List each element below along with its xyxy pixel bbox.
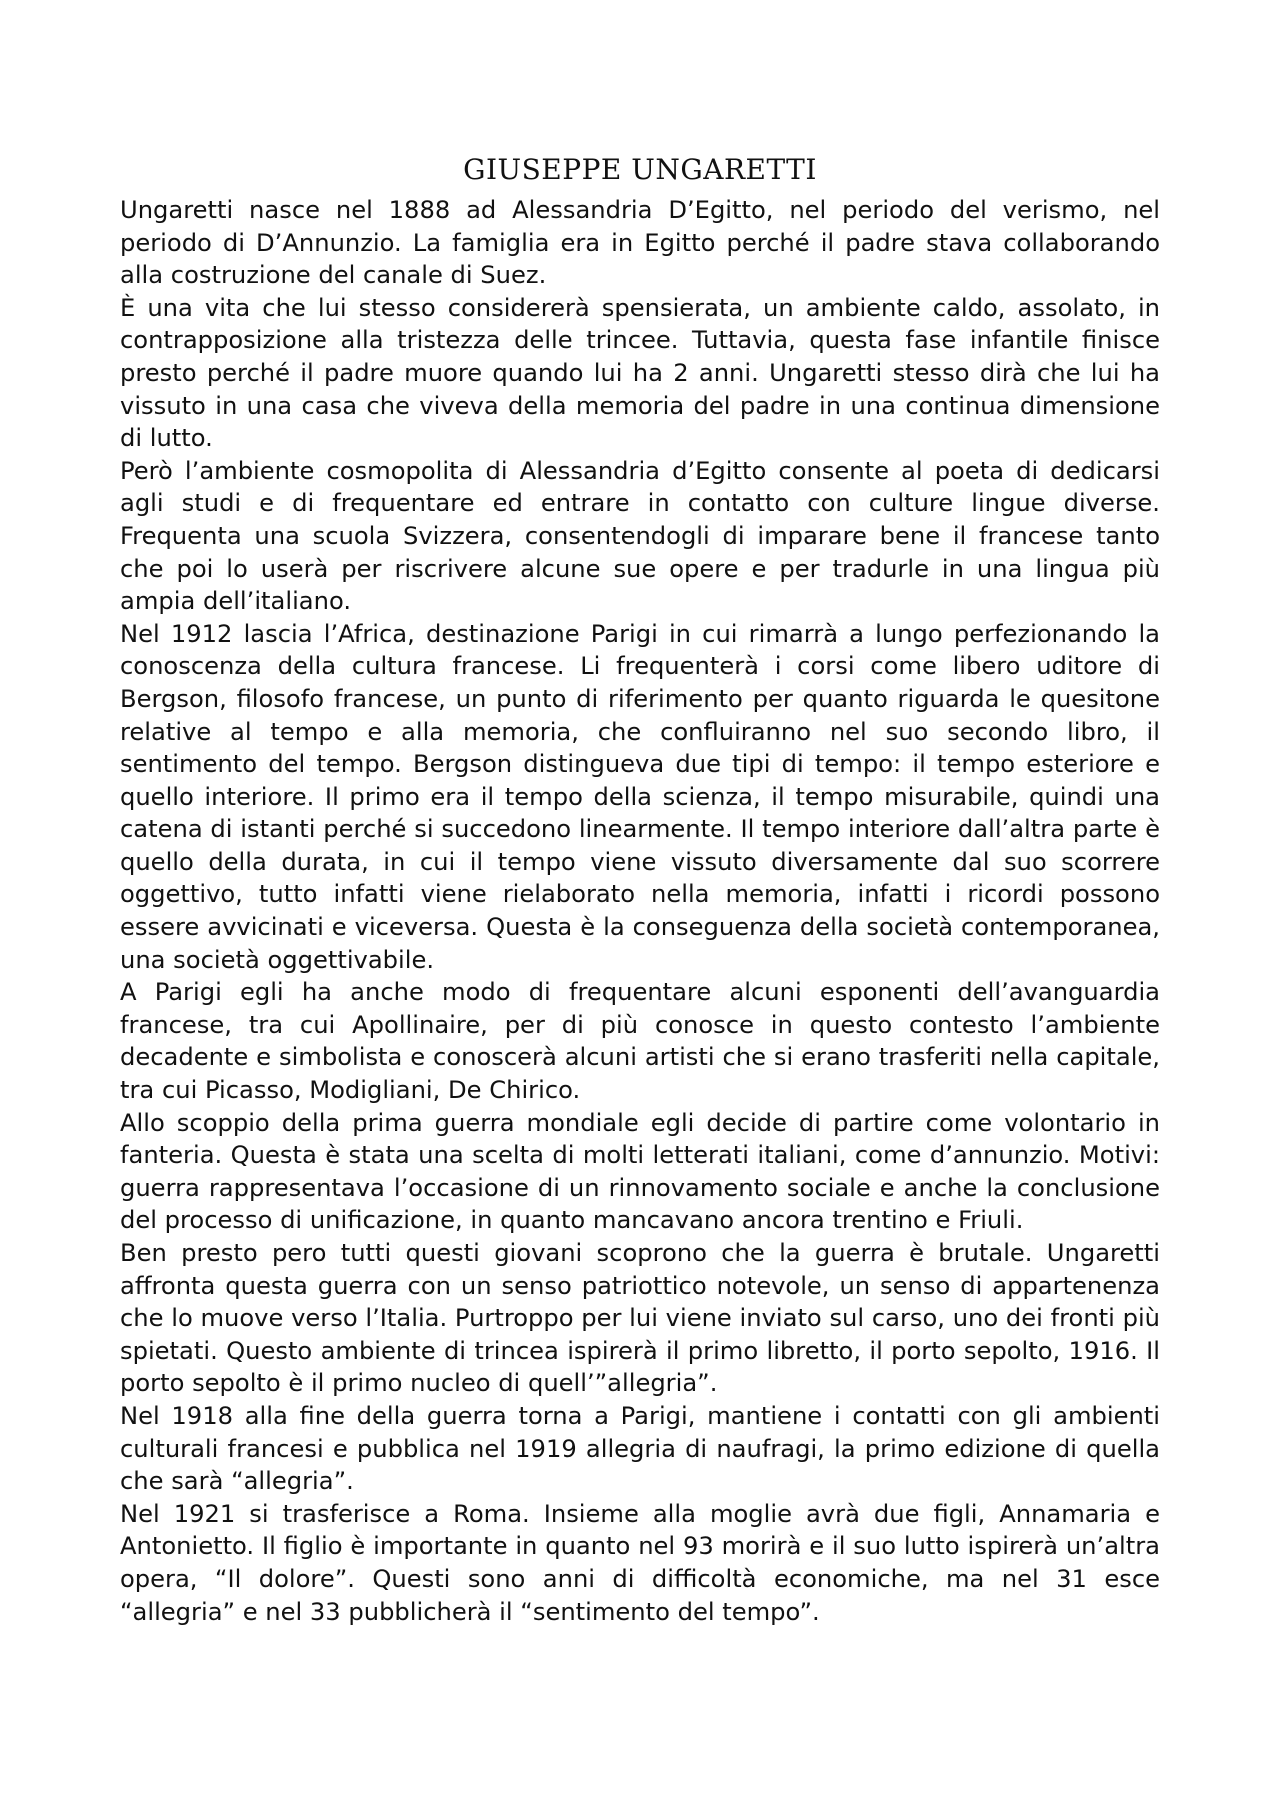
paragraph-4: Nel 1912 lascia l’Africa, destinazione Parigi in cui rimarrà a lungo perfezionando la conoscenza della cultura francese. Li frequenterà i corsi come libero uditore di Bergson, filosofo francese, un punto di riferimento per quanto riguarda le quesitone relative al tempo e alla memoria, che confluiranno nel suo secondo libro, il sentimento del tempo. Bergson distingueva due tipi di tempo: il tempo esteriore e quello interiore. Il primo era il tempo della scienza, il tempo misurabile, quindi una catena di istanti perché si succedono linearmente. Il tempo interiore dall’altra parte è quello della durata, in cui il tempo viene vissuto diversamente dal suo scorrere oggettivo, tutto infatti viene rielaborato nella memoria, infatti i ricordi possono essere avvicinati e viceversa. Questa è la conseguenza della società contemporanea, una società oggettivabile. bbox=[120, 619, 1160, 974]
document-body bbox=[120, 150, 1160, 1628]
paragraph-7: Ben presto pero tutti questi giovani scoprono che la guerra è brutale. Ungaretti affronta questa guerra con un senso patriottico notevole, un senso di appartenenza che lo muove verso l’Italia. Purtroppo per lui viene inviato sul carso, uno dei fronti più spietati. Questo ambiente di trincea ispirerà il primo libretto, il porto sepolto, 1916. Il porto sepolto è il primo nucleo di quell’”allegria”. bbox=[120, 1239, 1160, 1398]
paragraph-8: Nel 1918 alla fine della guerra torna a Parigi, mantiene i contatti con gli ambienti culturali francesi e pubblica nel 1919 allegria di naufragi, la primo edizione di quella che sarà “allegria”. bbox=[120, 1401, 1160, 1496]
paragraph-3: Però l’ambiente cosmopolita di Alessandria d’Egitto consente al poeta di dedicarsi agli studi e di frequentare ed entrare in contatto con culture lingue diverse. Frequenta una scuola Svizzera, consentendogli di imparare bene il francese tanto che poi lo userà per riscrivere alcune sue opere e per tradurle in una lingua più ampia dell’italiano. bbox=[120, 456, 1160, 616]
paragraph-9: Nel 1921 si trasferisce a Roma. Insieme alla moglie avrà due figli, Annamaria e Antonietto. Il figlio è importante in quanto nel 93 morirà e il suo lutto ispirerà un’altra opera, “Il dolore”. Questi sono anni di difficoltà economiche, ma nel 31 esce “allegria” e nel 33 pubblicherà il “sentimento del tempo”. bbox=[120, 1499, 1160, 1626]
paragraph-1: Ungaretti nasce nel 1888 ad Alessandria D’Egitto, nel periodo del verismo, nel periodo di D’Annunzio. La famiglia era in Egitto perché il padre stava collaborando alla costruzione del canale di Suez. bbox=[120, 196, 1160, 290]
document-title: GIUSEPPE UNGARETTI bbox=[463, 153, 817, 186]
paragraph-5: A Parigi egli ha anche modo di frequentare alcuni esponenti dell’avanguardia francese, tra cui Apollinaire, per di più conosce in questo contesto l’ambiente decadente e simbolista e conoscerà alcuni artisti che si erano trasferiti nella capitale, tra cui Picasso, Modigliani, De Chirico. bbox=[120, 978, 1160, 1105]
paragraph-6: Allo scoppio della prima guerra mondiale egli decide di partire come volontario in fanteria. Questa è stata una scelta di molti letterati italiani, come d’annunzio. Motivi: guerra rappresentava l’occasione di un rinnovamento sociale e anche la conclusione del processo di unificazione, in quanto mancavano ancora trentino e Friuli. bbox=[120, 1108, 1160, 1235]
paragraph-2: È una vita che lui stesso considererà spensierata, un ambiente caldo, assolato, in contrapposizione alla tristezza delle trincee. Tuttavia, questa fase infantile finisce presto perché il padre muore quando lui ha 2 anni. Ungaretti stesso dirà che lui ha vissuto in una casa che viveva della memoria del padre in una continua dimensione di lutto. bbox=[120, 293, 1160, 453]
